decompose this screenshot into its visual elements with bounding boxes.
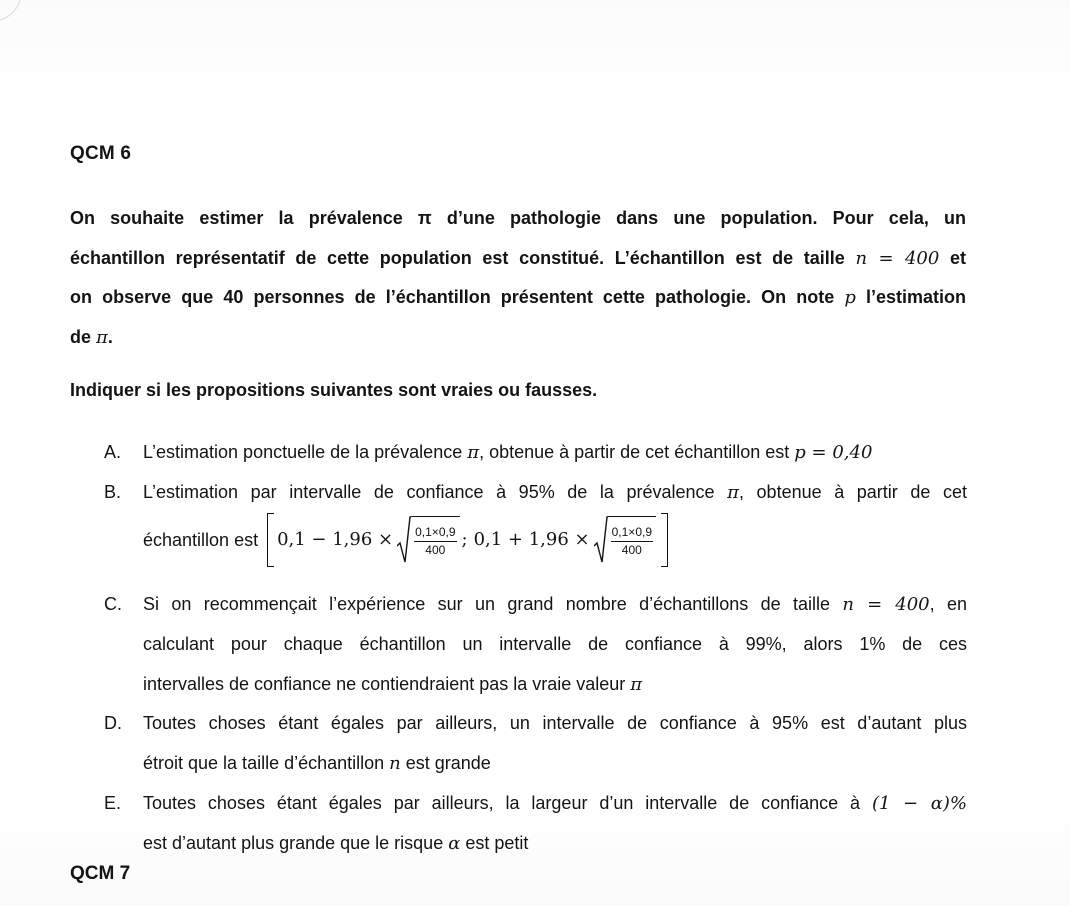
proposition-letter: E. — [104, 793, 122, 813]
statement-line — [70, 239, 966, 279]
question-title: QCM 6 — [70, 143, 132, 164]
statement-line — [70, 278, 966, 318]
radical-sign-icon — [397, 516, 411, 564]
math-pi: π — [467, 442, 480, 463]
proposition-text: étroit que la taille d’échantillon — [143, 753, 390, 773]
fraction-numerator: 0,1×0,9 — [414, 525, 456, 542]
proposition-letter: B. — [104, 482, 122, 502]
proposition-letter: D. — [104, 713, 122, 733]
fraction-numerator: 0,1×0,9 — [611, 525, 653, 542]
proposition-line — [143, 624, 967, 664]
math-separator: ; — [461, 529, 468, 550]
proposition-text: échantillon est — [143, 530, 259, 550]
question-statement — [70, 199, 966, 357]
left-bracket — [267, 513, 274, 567]
square-root — [397, 516, 459, 564]
proposition-text: Toutes choses étant égales par ailleurs, un intervalle de confiance à 95% est d’autant plus — [143, 713, 967, 733]
statement-text: On souhaite estimer la prévalence π d’une pathologie dans une population. Pour cela, un — [70, 208, 966, 228]
proposition-text: intervalles de confiance ne contiendraient pas la vraie valeur — [143, 674, 631, 694]
proposition-text: est petit — [460, 833, 529, 853]
proposition-text: , obtenue à partir de cet — [738, 482, 967, 502]
proposition-letter: A. — [104, 442, 122, 462]
math-sample-size: n = 400 — [842, 594, 930, 615]
math-pi: π — [630, 674, 643, 695]
proposition-c — [104, 584, 966, 704]
math-upper-bound: 0,1 + 1,96 × — [473, 529, 590, 550]
statement-line — [70, 318, 966, 358]
statement-text: . — [107, 326, 113, 347]
proposition-d — [104, 703, 966, 783]
proposition-text: est grande — [400, 753, 491, 773]
proposition-letter: C. — [104, 594, 122, 614]
proposition-text: Toutes choses étant égales par ailleurs, la largeur d’un intervalle de confiance à — [143, 793, 872, 813]
statement-line — [70, 199, 966, 239]
page-corner-shadow — [0, 0, 22, 22]
statement-text: échantillon représentatif de cette population est constitué. L’échantillon est de taille — [70, 247, 856, 268]
proposition-line — [143, 823, 967, 863]
radicand — [411, 516, 459, 564]
fraction-denominator: 400 — [621, 543, 642, 557]
proposition-body — [143, 472, 967, 570]
proposition-text: est d’autant plus grande que le risque — [143, 833, 449, 853]
square-root — [594, 516, 656, 564]
math-confidence-level: (1 − α)% — [871, 793, 968, 814]
proposition-text: calculant pour chaque échantillon un intervalle de confiance à 99%, alors 1% de ces — [143, 634, 967, 654]
right-bracket — [661, 513, 668, 567]
proposition-body — [143, 703, 967, 783]
proposition-text: , obtenue à partir de cet échantillon est — [479, 442, 795, 462]
proposition-line — [143, 664, 967, 704]
next-question-title: QCM 7 — [70, 863, 131, 884]
proposition-line — [143, 703, 967, 743]
statement-text: l’estimation — [855, 287, 966, 307]
instruction-text: Indiquer si les propositions suivantes sont vraies ou fausses. — [70, 380, 598, 400]
proposition-body — [143, 432, 967, 472]
proposition-line — [143, 432, 967, 472]
math-lower-bound: 0,1 − 1,96 × — [277, 529, 394, 550]
proposition-text: L’estimation par intervalle de confiance à 95% de la prévalence — [143, 482, 728, 502]
proposition-body — [143, 584, 967, 704]
proposition-text: , en — [929, 594, 967, 614]
math-pi: π — [96, 326, 108, 348]
proposition-text: L’estimation ponctuelle de la prévalence — [143, 442, 468, 462]
proposition-line — [143, 472, 967, 512]
proposition-line — [143, 783, 967, 823]
proposition-line — [143, 584, 967, 624]
proposition-line — [143, 743, 967, 783]
statement-text: et — [939, 247, 966, 268]
radical-sign-icon — [594, 516, 608, 564]
math-estimate-value: p = 0,40 — [794, 442, 873, 463]
proposition-e — [104, 783, 966, 863]
confidence-interval-formula — [143, 510, 967, 570]
math-alpha: α — [448, 833, 461, 854]
math-sample-size: n — [389, 753, 401, 774]
math-estimate: p — [844, 287, 856, 308]
radicand — [608, 516, 656, 564]
fraction-denominator: 400 — [425, 543, 446, 557]
proposition-b — [104, 472, 966, 582]
proposition-text: Si on recommençait l’expérience sur un grand nombre d’échantillons de taille — [143, 594, 843, 614]
math-sample-size: n = 400 — [855, 247, 940, 269]
proposition-body — [143, 783, 967, 863]
statement-text: on observe que 40 personnes de l’échantillon présentent cette pathologie. On note — [70, 287, 845, 307]
proposition-a — [104, 432, 966, 472]
math-pi: π — [727, 482, 739, 503]
statement-text: de — [70, 326, 97, 347]
